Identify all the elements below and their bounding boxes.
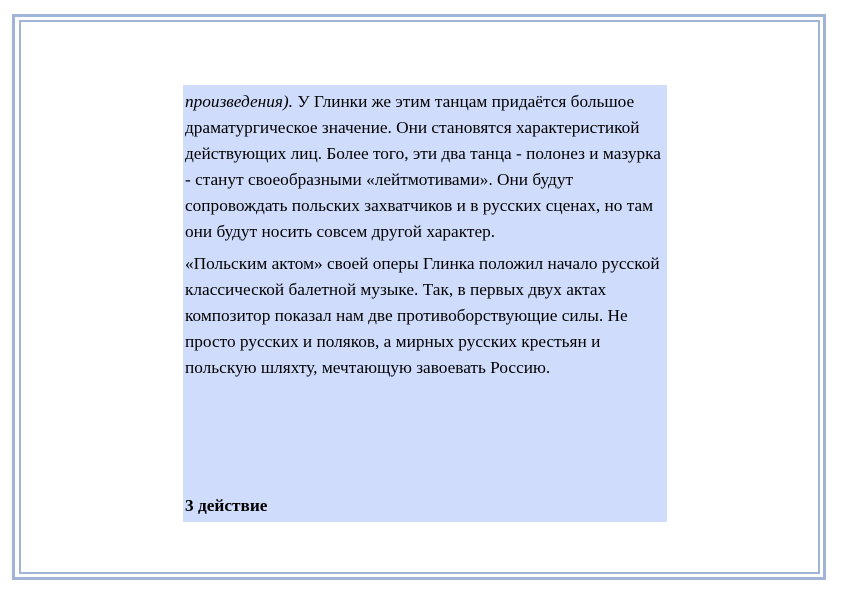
paragraph-1-italic-fragment: произведения). — [185, 92, 293, 111]
section-heading: 3 действие — [185, 496, 268, 515]
paragraph-1 — [185, 89, 667, 245]
paragraph-1-text: У Глинки же этим танцам придаётся большое драматургическое значение. Они становятся характеристикой действующих лиц. Более того, эти два танца - полонез и мазурка - станут своеобразными «лейтмотивами». Они будут сопровождать польских захватчиков и в русских сценах, но там они будут носить совсем другой характер. — [185, 92, 661, 241]
text-box — [183, 85, 667, 522]
paragraph-2: «Польским актом» своей оперы Глинка положил начало русской классической балетной музыке. Так, в первых двух актах композитор показал нам две противоборствующие силы. Не просто русских и поляков, а мирных русских крестьян и польскую шляхту, мечтающую завоевать Россию. — [185, 254, 660, 377]
